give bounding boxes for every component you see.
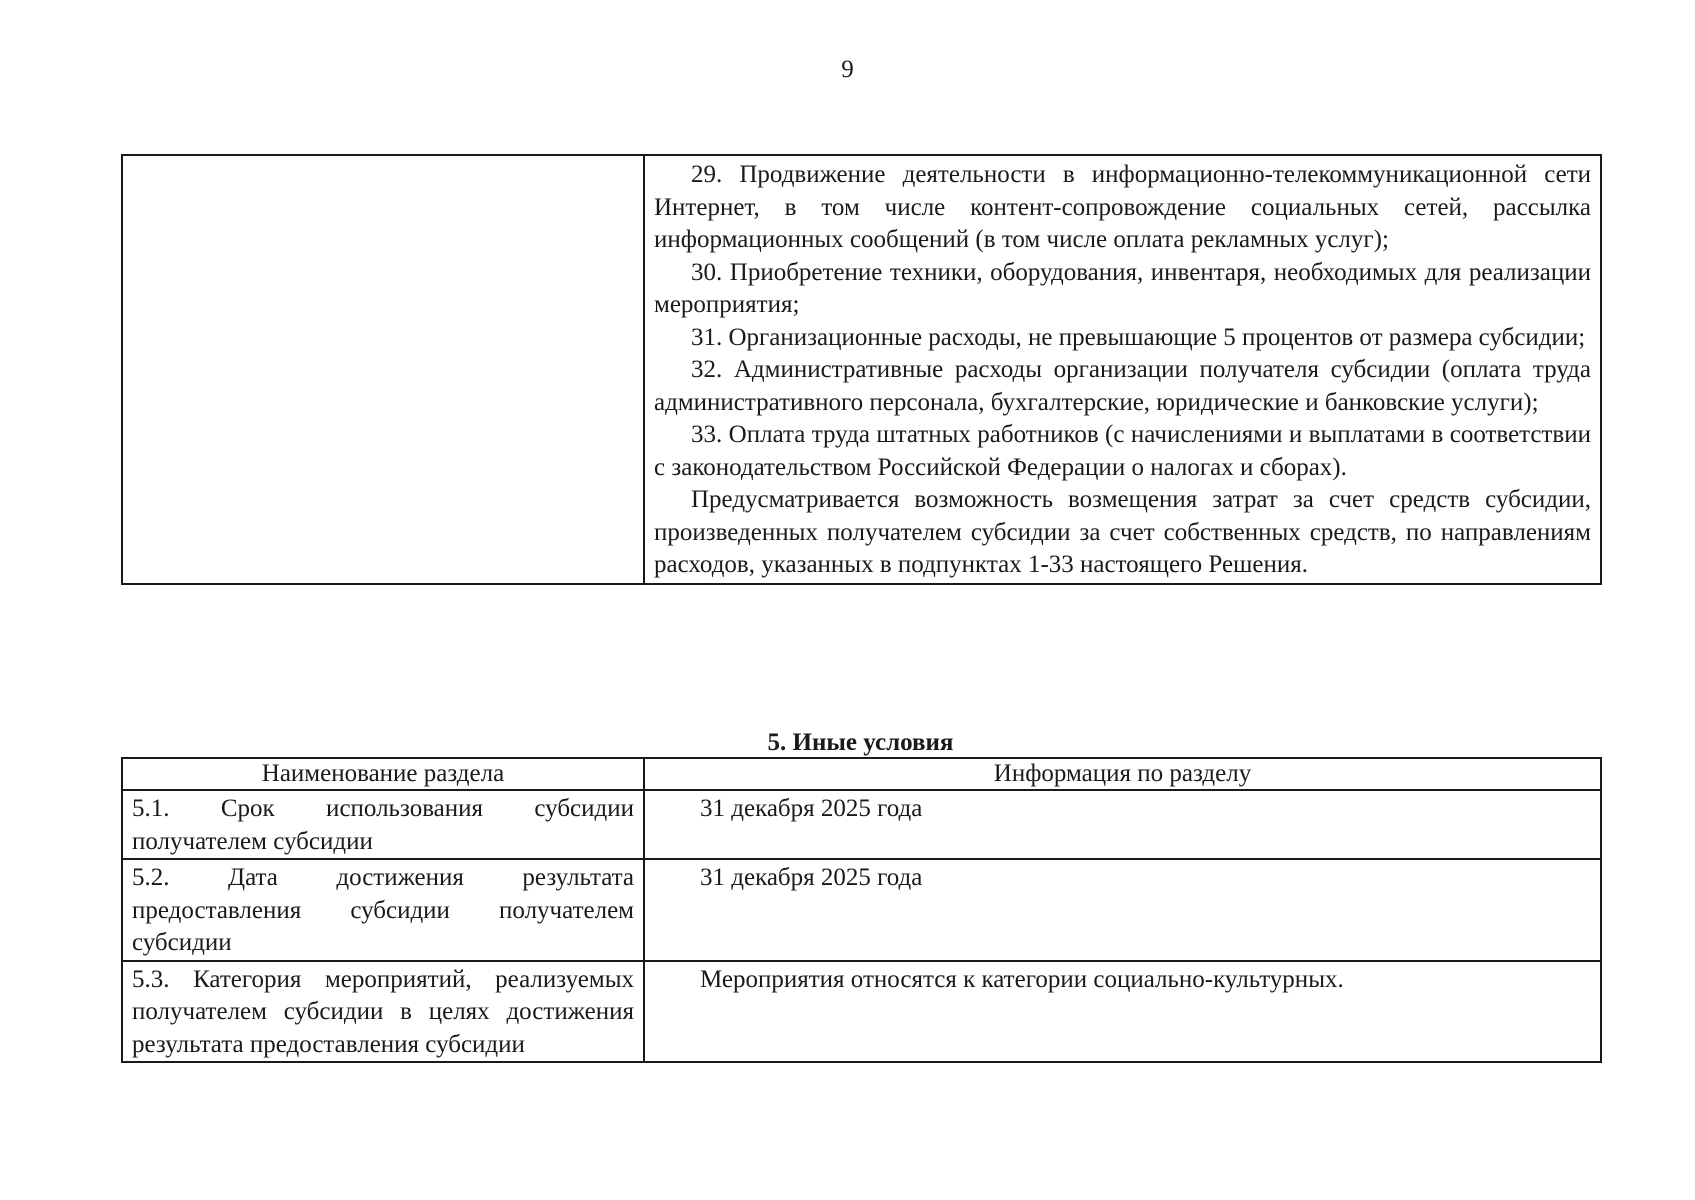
column-header-info: Информация по разделу xyxy=(644,758,1601,790)
table-row xyxy=(122,859,1601,961)
expense-item-29: 29. Продвижение деятельности в информационно-телекоммуникационной сети Интернет, в том числе контент-сопровождение социальных сетей, рассылка информационных сообщений (в том числе оплата рекламных услуг); xyxy=(654,161,1591,253)
other-conditions-table xyxy=(121,757,1602,1063)
row-info-5-3 xyxy=(644,961,1601,1063)
expense-item-31: 31. Организационные расходы, не превышающие 5 процентов от размера субсидии; xyxy=(691,323,1586,351)
expenses-continuation-table xyxy=(121,154,1602,585)
page-number: 9 xyxy=(841,56,854,83)
reimbursement-note: Предусматривается возможность возмещения затрат за счет средств субсидии, произведенных получателем субсидии за счет собственных средств, по направлениям расходов, указанных в подпунктах 1-33 настоящего Решения. xyxy=(654,486,1591,578)
empty-left-cell xyxy=(122,155,644,584)
row-name-5-2: 5.2. Дата достижения результата предоставления субсидии получателем субсидии xyxy=(122,859,644,961)
row-info-text: 31 декабря 2025 года xyxy=(700,795,923,822)
row-name-5-1: 5.1. Срок использования субсидии получателем субсидии xyxy=(122,790,644,859)
table-row xyxy=(122,961,1601,1063)
row-info-text: 31 декабря 2025 года xyxy=(700,864,923,891)
table-header-row xyxy=(122,758,1601,790)
row-info-5-2 xyxy=(644,859,1601,961)
row-info-text: Мероприятия относятся к категории социально-культурных. xyxy=(700,965,1344,993)
table-row xyxy=(122,790,1601,859)
row-name-5-3: 5.3. Категория мероприятий, реализуемых получателем субсидии в целях достижения результата предоставления субсидии xyxy=(122,961,644,1063)
expense-item-33: 33. Оплата труда штатных работников (с начислениями и выплатами в соответствии с законодательством Российской Федерации о налогах и сборах). xyxy=(654,421,1591,481)
expense-items-cell xyxy=(644,155,1601,584)
expense-item-32: 32. Административные расходы организации получателя субсидии (оплата труда административного персонала, бухгалтерские, юридические и банковские услуги); xyxy=(654,356,1591,416)
column-header-name: Наименование раздела xyxy=(122,758,644,790)
expense-item-30: 30. Приобретение техники, оборудования, инвентаря, необходимых для реализации мероприятия; xyxy=(654,258,1591,318)
table-row xyxy=(122,155,1601,584)
row-info-5-1 xyxy=(644,790,1601,859)
section-title: 5. Иные условия xyxy=(767,729,954,756)
